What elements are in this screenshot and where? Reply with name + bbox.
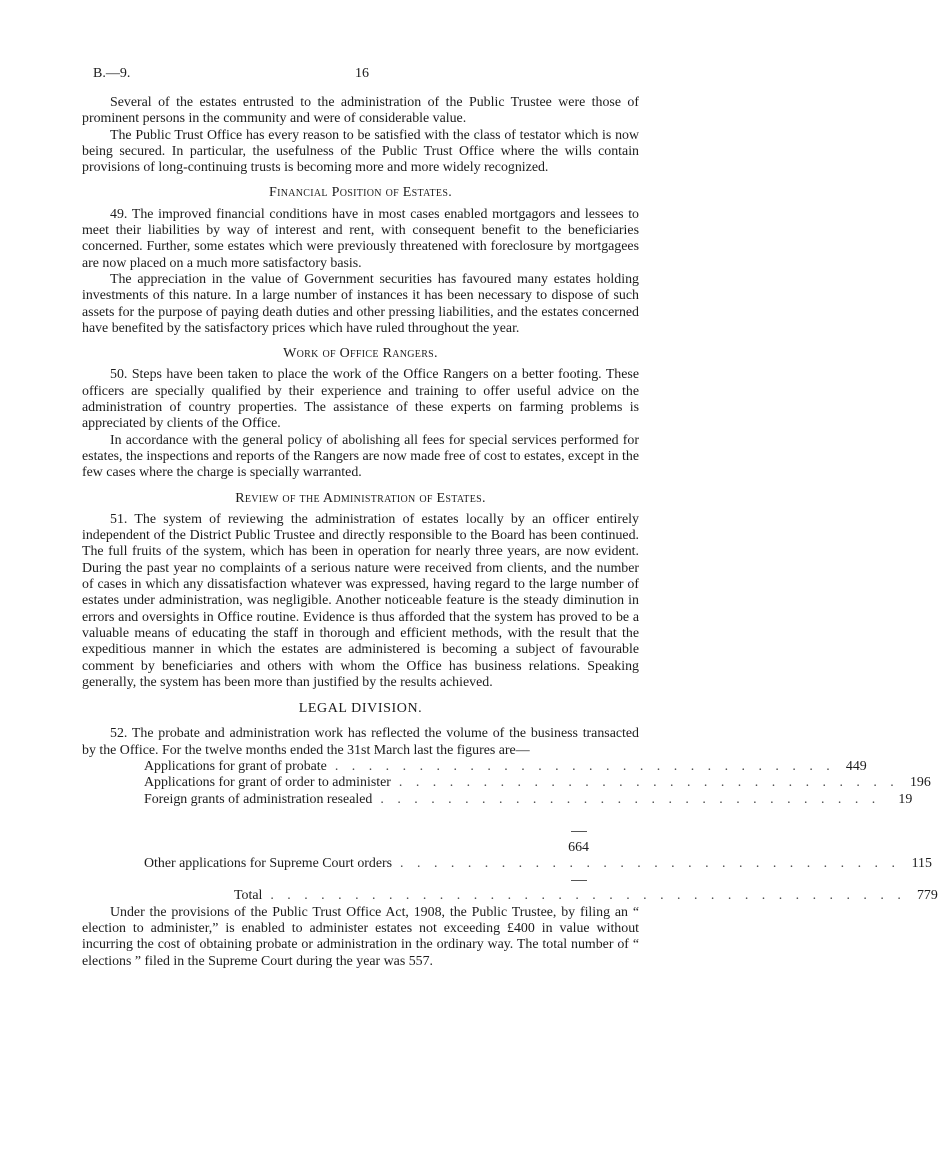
paragraph-50: 50. Steps have been taken to place the work of the Office Rangers on a better footing. These officers are specially qualified by their experience and training to offer useful advice on the administration of country properties. The assistance of these experts on farming problems is appreciated by clients of the Office. — [82, 367, 639, 432]
section-heading-office-rangers: Work of Office Rangers. — [283, 346, 438, 362]
table-row — [144, 775, 931, 791]
page-header — [93, 66, 645, 86]
paragraph-49-continued: The appreciation in the value of Government securities has favoured many estates holding investments of this nature. In a large number of instances it has been necessary to dispose of such assets for the purpose of paying death duties and other pressing liabilities, and the estates concerned have benefited by the satisfactory prices which have ruled throughout the year. — [82, 271, 639, 336]
paragraph-51: 51. The system of reviewing the administration of estates locally by an officer entirely independent of the District Public Trustee and directly responsible to the Board has been continued. The full fruits of the system, which has been in operation for nearly three years, are now evident. During the past year no complaints of a serious nature were received from clients, and the number of cases in which any dissatisfaction whatever was expressed, having regard to the large number of estates under administration, was negligible. Another noticeable feature is the steady diminution in errors and oversights in Office routine. Evidence is thus afforded that the system has proved to be a valuable means of educating the staff in thorough and efficient methods, with the result that the expeditious manner in which the estates are administered is becoming a subject of favourable comment by beneficiaries and others with whom the Office has business relations. Speaking generally, the system has been more than justified by the results achieved. — [82, 511, 639, 690]
intro-paragraph: The Public Trust Office has every reason to be satisfied with the class of testator which is now being secured. In particular, the usefulness of the Public Trust Office where the wills contain provisions of long-continuing trusts is becoming more and more widely recognized. — [82, 127, 639, 176]
paragraph-52: 52. The probate and administration work has reflected the volume of the business transacted by the Office. For the twelve months ended the 31st March last the figures are— — [82, 726, 639, 758]
subtotal-rule — [144, 824, 589, 840]
section-heading-review-administration: Review of the Administration of Estates. — [235, 490, 486, 506]
table-row — [144, 758, 867, 775]
total-label: Total — [234, 888, 263, 904]
paragraph-50-continued: In accordance with the general policy of abolishing all fees for special services performed for estates, the inspections and reports of the Rangers are now made free of cost to estates, except in the few cases where the charge is specially warranted. — [82, 432, 639, 481]
row-label: Other applications for Supreme Court orders — [144, 856, 393, 872]
intro-paragraph: Several of the estates entrusted to the administration of the Public Trustee were those of prominent persons in the community and were of considerable value. — [82, 95, 639, 127]
section-heading-financial-position: Financial Position of Estates. — [269, 185, 452, 201]
row-value: 449 — [845, 758, 867, 774]
table-gap — [144, 808, 589, 824]
dot-leader: . . . . . . . . . . . . . . . . . . . . . . . . . . . . . . — [400, 856, 900, 872]
dot-leader: . . . . . . . . . . . . . . . . . . . . . . . . . . . . . . — [334, 758, 835, 774]
row-value: 19 — [898, 791, 913, 807]
row-label: Foreign grants of administration resealed — [144, 791, 373, 807]
total-rule — [144, 872, 589, 888]
row-label: Applications for grant of order to administer — [144, 775, 391, 791]
row-value: 115 — [911, 856, 932, 872]
table-row — [144, 791, 913, 808]
total-row — [144, 888, 938, 904]
row-label: Applications for grant of probate — [144, 758, 327, 774]
paragraph-49: 49. The improved financial conditions have in most cases enabled mortgagors and lessees to meet their liabilities by way of interest and rent, with consequent benefit to the beneficiaries concerned. Further, some estates which were previously threatened with foreclosure by mortgagees are now placed on a much more satisfactory basis. — [82, 206, 639, 271]
page-number: 16 — [355, 66, 369, 81]
applications-table — [144, 758, 938, 905]
closing-paragraph: Under the provisions of the Public Trust Office Act, 1908, the Public Trustee, by filing an “ election to administer,” is enabled to administer estates not exceeding £400 in value without incurring the cost of obtaining probate or administration in the ordinary way. The total number of “ elections ” filed in the Supreme Court during the year was 557. — [82, 904, 639, 969]
total-value: 779 — [916, 888, 938, 904]
dot-leader: . . . . . . . . . . . . . . . . . . . . . . . . . . . . . . — [380, 791, 881, 807]
report-reference: B.—9. — [93, 66, 131, 81]
subtotal-value: 664 — [568, 839, 589, 855]
section-heading-legal-division: LEGAL DIVISION. — [298, 701, 423, 717]
row-value: 196 — [909, 775, 931, 791]
table-row — [144, 856, 932, 872]
dot-leader: . . . . . . . . . . . . . . . . . . . . . . . . . . . . . . . . . . . . . . — [270, 888, 906, 904]
dot-leader: . . . . . . . . . . . . . . . . . . . . . . . . . . . . . . — [398, 775, 899, 791]
subtotal-row — [144, 840, 589, 856]
page-body — [82, 95, 938, 970]
